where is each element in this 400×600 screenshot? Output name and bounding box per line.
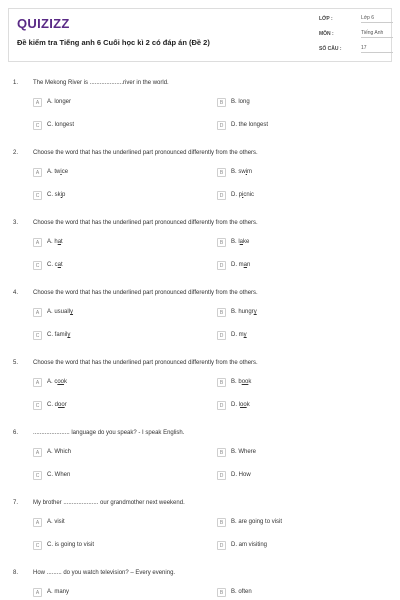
underlined-letters: i bbox=[245, 169, 248, 175]
option-letter-box[interactable]: B bbox=[217, 308, 226, 317]
worksheet-header bbox=[8, 8, 392, 62]
option-letter-box[interactable]: A bbox=[33, 98, 42, 107]
option-text bbox=[231, 519, 282, 525]
option-letter-box[interactable]: D bbox=[217, 121, 226, 130]
question-number: 1. bbox=[13, 80, 19, 86]
underlined-letters: a bbox=[57, 239, 62, 245]
option-text-part: A. longer bbox=[47, 99, 72, 105]
option-text-part: A. c bbox=[47, 379, 58, 385]
question-number: 2. bbox=[13, 150, 19, 156]
option-text bbox=[231, 122, 268, 128]
underlined-letters: i bbox=[242, 192, 244, 198]
option-text-part: k bbox=[64, 379, 68, 385]
option-letter-box[interactable]: D bbox=[217, 471, 226, 480]
option-text-part: B. often bbox=[231, 589, 252, 595]
option-letter-box[interactable]: C bbox=[33, 541, 42, 550]
underlined-letters: oo bbox=[58, 402, 65, 408]
underlined-letters: oo bbox=[57, 379, 65, 385]
question-number: 7. bbox=[13, 500, 19, 506]
option-text-part: B. Where bbox=[231, 449, 257, 455]
option-text bbox=[47, 519, 65, 525]
option-letter-box[interactable]: D bbox=[217, 331, 226, 340]
quizizz-logo: QUIZIZZ bbox=[17, 16, 70, 31]
option-text-part: C. is going to visit bbox=[47, 542, 95, 548]
option-text-part: C. famil bbox=[47, 332, 68, 338]
question-text: My brother ..................... our grandmother next weekend. bbox=[33, 500, 185, 506]
question-text: Choose the word that has the underlined part pronounced differently from the others. bbox=[33, 360, 258, 366]
option-text-part: A. tw bbox=[47, 169, 61, 175]
underlined-letters: y bbox=[67, 332, 71, 338]
underlined-letters: a bbox=[243, 262, 248, 268]
option-text bbox=[231, 589, 252, 595]
option-text-part: D. m bbox=[231, 262, 244, 268]
question-text: Choose the word that has the underlined part pronounced differently from the others. bbox=[33, 150, 258, 156]
underlined-letters: oo bbox=[241, 379, 249, 385]
option-text-part: D. m bbox=[231, 332, 244, 338]
underlined-letters: oo bbox=[240, 402, 247, 408]
option-text-part: B. sw bbox=[231, 169, 246, 175]
option-letter-box[interactable]: C bbox=[33, 121, 42, 130]
question-text: ...................... language do you speak? - I speak English. bbox=[33, 430, 185, 436]
option-text-part: t bbox=[61, 262, 63, 268]
option-text-part: cnic bbox=[243, 192, 255, 198]
grade-label: LỚP : bbox=[319, 16, 333, 22]
option-text bbox=[47, 402, 67, 408]
option-letter-box[interactable]: B bbox=[217, 98, 226, 107]
option-text-part: k bbox=[248, 379, 252, 385]
option-letter-box[interactable]: B bbox=[217, 588, 226, 597]
option-text-part: k bbox=[246, 402, 250, 408]
underlined-letters: i bbox=[60, 169, 62, 175]
option-text-part: ce bbox=[61, 169, 69, 175]
option-text-part: B. long bbox=[231, 99, 250, 105]
option-letter-box[interactable]: A bbox=[33, 168, 42, 177]
option-text bbox=[47, 309, 73, 315]
option-text bbox=[231, 169, 252, 175]
option-text-part: C. sk bbox=[47, 192, 61, 198]
page-title: Đề kiểm tra Tiếng anh 6 Cuối học kì 2 có đáp án (Đề 2) bbox=[17, 38, 210, 47]
question-text: The Mekong River is ....................river in the world. bbox=[33, 80, 169, 86]
option-text bbox=[47, 379, 67, 385]
option-letter-box[interactable]: B bbox=[217, 168, 226, 177]
option-text-part: r bbox=[64, 402, 67, 408]
question-number: 5. bbox=[13, 360, 19, 366]
option-text-part: C. longest bbox=[47, 122, 75, 128]
option-text bbox=[47, 449, 71, 455]
option-letter-box[interactable]: C bbox=[33, 471, 42, 480]
question-number: 4. bbox=[13, 290, 19, 296]
subject-value: Tiếng Anh bbox=[361, 30, 393, 38]
option-letter-box[interactable]: B bbox=[217, 238, 226, 247]
option-text bbox=[47, 589, 69, 595]
option-text bbox=[231, 239, 249, 245]
option-letter-box[interactable]: A bbox=[33, 378, 42, 387]
option-letter-box[interactable]: D bbox=[217, 401, 226, 410]
question-number: 6. bbox=[13, 430, 19, 436]
grade-value: Lớp 6 bbox=[361, 15, 393, 23]
option-text-part: ke bbox=[243, 239, 250, 245]
option-text bbox=[47, 332, 70, 338]
option-text bbox=[47, 262, 63, 268]
option-text bbox=[231, 262, 250, 268]
option-text-part: B. b bbox=[231, 379, 242, 385]
question-number: 3. bbox=[13, 220, 19, 226]
option-letter-box[interactable]: A bbox=[33, 238, 42, 247]
option-text bbox=[47, 122, 74, 128]
option-text-part: A. Which bbox=[47, 449, 72, 455]
option-text bbox=[231, 99, 250, 105]
underlined-letters: y bbox=[243, 332, 247, 338]
option-text-part: D. How bbox=[231, 472, 251, 478]
option-text bbox=[231, 472, 251, 478]
option-text bbox=[231, 309, 257, 315]
option-text-part: D. am visiting bbox=[231, 542, 268, 548]
option-text-part: A. visit bbox=[47, 519, 65, 525]
option-text-part: n bbox=[247, 262, 251, 268]
option-text-part: B. hungr bbox=[231, 309, 254, 315]
option-text bbox=[231, 402, 250, 408]
question-count-label: SỐ CÂU : bbox=[319, 46, 342, 52]
option-text-part: A. usuall bbox=[47, 309, 71, 315]
option-text bbox=[231, 542, 267, 548]
option-letter-box[interactable]: A bbox=[33, 308, 42, 317]
option-text-part: B. l bbox=[231, 239, 240, 245]
option-text-part: B. are going to visit bbox=[231, 519, 283, 525]
option-text-part: t bbox=[61, 239, 63, 245]
option-text bbox=[231, 192, 254, 198]
option-letter-box[interactable]: D bbox=[217, 191, 226, 200]
underlined-letters: i bbox=[60, 192, 63, 198]
option-text bbox=[47, 239, 63, 245]
option-text-part: C. c bbox=[47, 262, 58, 268]
underlined-letters: a bbox=[239, 239, 244, 245]
subject-label: MÔN : bbox=[319, 31, 334, 37]
option-letter-box[interactable]: C bbox=[33, 191, 42, 200]
option-text-part: D. p bbox=[231, 192, 243, 198]
option-text-part: A. many bbox=[47, 589, 70, 595]
option-text bbox=[47, 472, 70, 478]
option-text bbox=[231, 449, 256, 455]
option-letter-box[interactable]: C bbox=[33, 401, 42, 410]
option-letter-box[interactable]: B bbox=[217, 518, 226, 527]
option-letter-box[interactable]: D bbox=[217, 261, 226, 270]
option-letter-box[interactable]: C bbox=[33, 261, 42, 270]
option-letter-box[interactable]: D bbox=[217, 541, 226, 550]
underlined-letters: y bbox=[253, 309, 257, 315]
option-text bbox=[47, 99, 71, 105]
question-text: Choose the word that has the underlined part pronounced differently from the others. bbox=[33, 290, 258, 296]
option-text bbox=[47, 169, 68, 175]
option-text bbox=[47, 192, 65, 198]
option-letter-box[interactable]: B bbox=[217, 378, 226, 387]
option-text-part: D. the longest bbox=[231, 122, 269, 128]
option-text-part: D. l bbox=[231, 402, 240, 408]
question-number: 8. bbox=[13, 570, 19, 576]
option-letter-box[interactable]: B bbox=[217, 448, 226, 457]
option-text-part: C. When bbox=[47, 472, 71, 478]
underlined-letters: y bbox=[70, 309, 74, 315]
option-text-part: m bbox=[247, 169, 253, 175]
question-text: Choose the word that has the underlined part pronounced differently from the others. bbox=[33, 220, 258, 226]
question-count-value: 17 bbox=[361, 45, 393, 53]
question-text: How ......... do you watch television? – Every evening. bbox=[33, 570, 176, 576]
option-text-part: A. h bbox=[47, 239, 58, 245]
option-text bbox=[231, 332, 247, 338]
option-text-part: C. d bbox=[47, 402, 59, 408]
option-letter-box[interactable]: A bbox=[33, 448, 42, 457]
option-text-part: p bbox=[62, 192, 66, 198]
option-text bbox=[231, 379, 251, 385]
option-text bbox=[47, 542, 94, 548]
option-letter-box[interactable]: C bbox=[33, 331, 42, 340]
option-letter-box[interactable]: A bbox=[33, 588, 42, 597]
option-letter-box[interactable]: A bbox=[33, 518, 42, 527]
underlined-letters: a bbox=[57, 262, 62, 268]
